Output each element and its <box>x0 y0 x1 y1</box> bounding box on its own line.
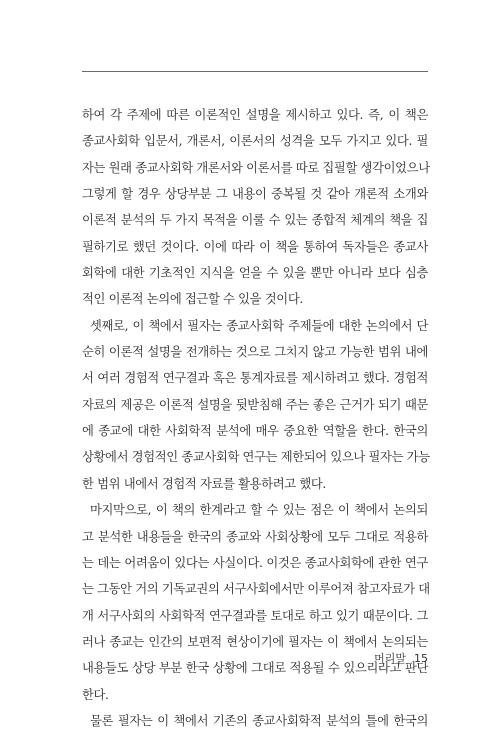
text-line: 한 범위 내에서 경험적 자료를 활용하려고 했다. <box>82 476 326 491</box>
text-line: 종교사회학 입문서, 개론서, 이론서의 성격을 모두 가지고 있다. 필 <box>82 134 428 149</box>
body-text <box>82 102 428 734</box>
section-title: 머리말 <box>374 652 406 665</box>
page-footer <box>374 650 428 666</box>
text-line: 내용들도 상당 부분 한국 상황에 그대로 적용될 수 있으리라고 판단 <box>82 661 428 676</box>
text-line: 한다. <box>82 687 109 702</box>
text-line: 서 여러 경험적 연구결과 혹은 통계자료를 제시하려고 했다. 경험적 <box>82 371 428 386</box>
text-line: 개 서구사회의 사회학적 연구결과를 토대로 하고 있기 때문이다. 그 <box>82 608 428 623</box>
text-line: 에 종교에 대한 사회학적 분석에 매우 중요한 역할을 한다. 한국의 <box>82 424 428 439</box>
text-line: 순히 이론적 설명을 전개하는 것으로 그치지 않고 가능한 범위 내에 <box>82 345 428 360</box>
text-line: 필하기로 했던 것이다. 이에 따라 이 책을 통하여 독자들은 종교사 <box>82 239 428 254</box>
text-line: 고 분석한 내용들을 한국의 종교와 사회상황에 모두 그대로 적용하 <box>82 529 428 544</box>
text-line: 하여 각 주제에 따른 이론적인 설명을 제시하고 있다. 즉, 이 책은 <box>82 108 428 122</box>
text-line: 자는 원래 종교사회학 개론서와 이론서를 따로 집필할 생각이었으나 <box>82 160 430 175</box>
text-line: 물론 필자는 이 책에서 기존의 종교사회학적 분석의 틀에 한국의 <box>90 713 428 728</box>
text-line: 이론적 분석의 두 가지 목적을 이룰 수 있는 종합적 체계의 책을 집 <box>82 213 428 228</box>
text-line: 그렇게 할 경우 상당부분 그 내용이 중복될 것 같아 개론적 소개와 <box>82 187 428 202</box>
text-line: 자료의 제공은 이론적 설명을 뒷받침해 주는 좋은 근거가 되기 때문 <box>82 397 428 412</box>
page-number: 15 <box>414 652 428 665</box>
text-line: 회학에 대한 기초적인 지식을 얻을 수 있을 뿐만 아니라 보다 심층 <box>82 266 428 281</box>
text-line: 는 그동안 거의 기독교권의 서구사회에서만 이루어져 참고자료가 대 <box>82 582 430 597</box>
text-line: 는 데는 어려움이 있다는 사실이다. 이것은 종교사회학에 관한 연구 <box>82 555 428 570</box>
text-line: 상황에서 경험적인 종교사회학 연구는 제한되어 있으나 필자는 가능 <box>82 450 430 465</box>
text-line: 마지막으로, 이 책의 한계라고 할 수 있는 점은 이 책에서 논의되 <box>90 503 428 518</box>
text-line: 셋째로, 이 책에서 필자는 종교사회학 주제들에 대한 논의에서 단 <box>90 318 428 333</box>
header-rule <box>82 71 428 72</box>
text-line: 러나 종교는 인간의 보편적 현상이기에 필자는 이 책에서 논의되는 <box>82 634 428 649</box>
text-line: 적인 이론적 논의에 접근할 수 있을 것이다. <box>82 292 303 307</box>
